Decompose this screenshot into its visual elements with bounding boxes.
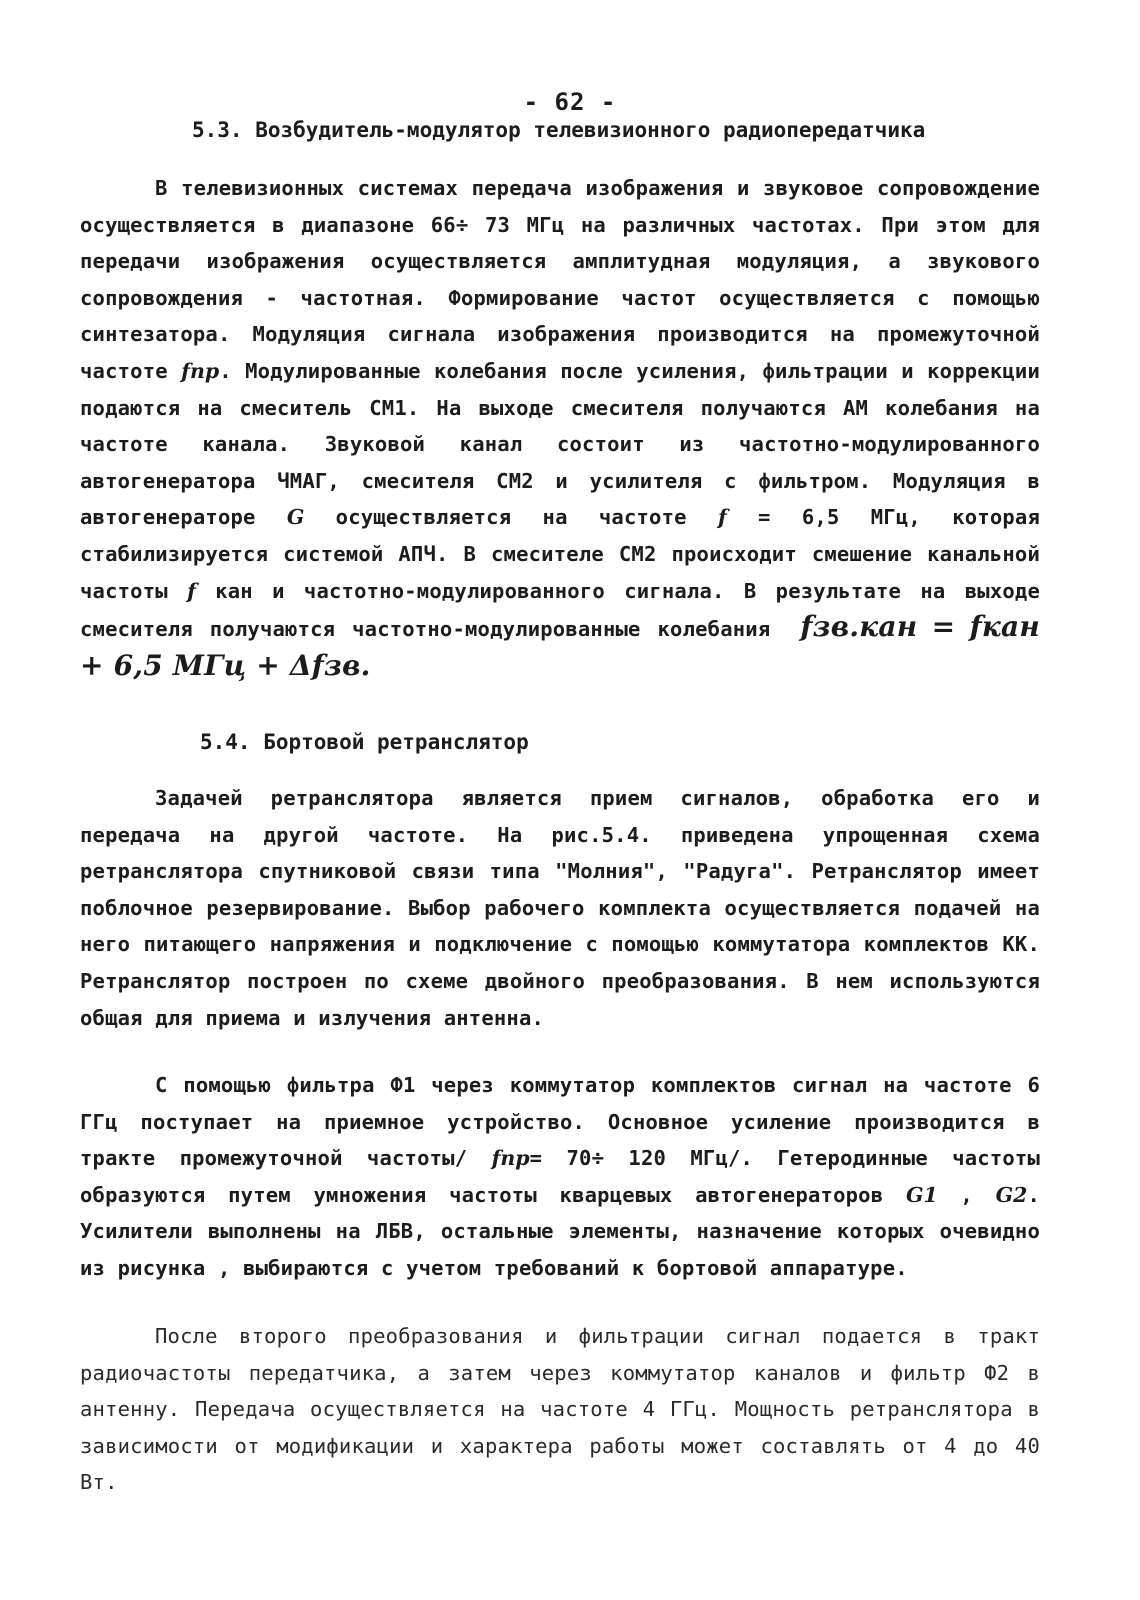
text-run: ,	[937, 1182, 996, 1207]
section-heading-5-4: 5.4. Бортовой ретранслятор	[200, 730, 529, 754]
text-run: С помощью фильтра Ф1 через коммутатор комплектов сигнал на частоте 6 ГГц поступает на приемное устройство. Основное усиление производится в тракте промежуточной частоты/	[80, 1073, 1040, 1171]
handwritten-symbol: fпр	[491, 1146, 530, 1171]
handwritten-symbol: G	[286, 505, 305, 530]
paragraph-transmit-path: После второго преобразования и фильтрации сигнал подается в тракт радиочастоты передатчика, а затем через коммутатор каналов и фильтр Ф2 в антенну. Передача осуществляется на частоте 4 ГГц. Мощность ретранслятора в зависимости от модификации и характера работы может составлять от 4 до 40 Вт.	[80, 1324, 1040, 1495]
handwritten-symbol: f	[717, 505, 727, 530]
page-number: - 62 -	[523, 88, 617, 116]
text-run: осуществляется на частоте	[304, 505, 718, 530]
handwritten-symbol: G1	[905, 1182, 938, 1207]
text-run: . Модулированные колебания после усиления, фильтрации и коррекции подаются на смеситель СМ1. На выходе смесителя получаются АМ колебания на частоте канала. Звуковой канал состоит из частотно-модулированного автогенератора ЧМАГ, смесителя СМ2 и усилителя с фильтром. Модуляция в автогенераторе	[80, 358, 1041, 530]
handwritten-formula: fзв.кан = fкан + 6,5 МГц + Δfзв.	[80, 610, 1040, 682]
paragraph-receive-path	[80, 1067, 1040, 1287]
section-heading-5-3: 5.3. Возбудитель-модулятор телевизионного радиопередатчика	[192, 118, 926, 142]
text-run: кан и частотно-модулированного сигнала. В результате на выходе смесителя получаются частотно-модулированные колебания	[80, 578, 1040, 642]
text-run: . Усилители выполнены на ЛБВ, остальные элементы, назначение которых очевидно из рисунка , выбираются с учетом требований к бортовой аппаратуре.	[80, 1182, 1040, 1280]
text-run: = 6,5 МГц, которая стабилизируется системой АПЧ. В смесителе СМ2 происходит смешение канальной частоты	[80, 505, 1040, 603]
text-run: = 70÷ 120 МГц/. Гетеродинные частоты образуются путем умножения частоты кварцевых автогенераторов	[80, 1146, 1041, 1207]
text-run: В телевизионных системах передача изображения и звуковое сопровождение осуществляется в диапазоне 66÷ 73 МГц на различных частотах. При этом для передачи изображения осуществляется амплитудная модуляция, а звукового сопровождения - частотная. Формирование частот осуществляется с помощью синтезатора. Модуляция сигнала изображения производится на промежуточной частоте	[80, 176, 1040, 383]
paragraph-repeater-task: Задачей ретранслятора является прием сигналов, обработка его и передача на другой частоте. На рис.5.4. приведена упрощенная схема ретранслятора спутниковой связи типа "Молния", "Радуга". Ретранслятор имеет поблочное резервирование. Выбор рабочего комплекта осуществляется подачей на него питающего напряжения и подключение с помощью коммутатора комплектов КК. Ретранслятор построен по схеме двойного преобразования. В нем используются общая для приема и излучения антенна.	[80, 786, 1040, 1030]
handwritten-symbol: f	[187, 578, 196, 603]
handwritten-symbol: fпр	[181, 358, 220, 383]
paragraph-exciter-modulator	[80, 170, 1040, 686]
handwritten-symbol: G2	[995, 1182, 1028, 1207]
